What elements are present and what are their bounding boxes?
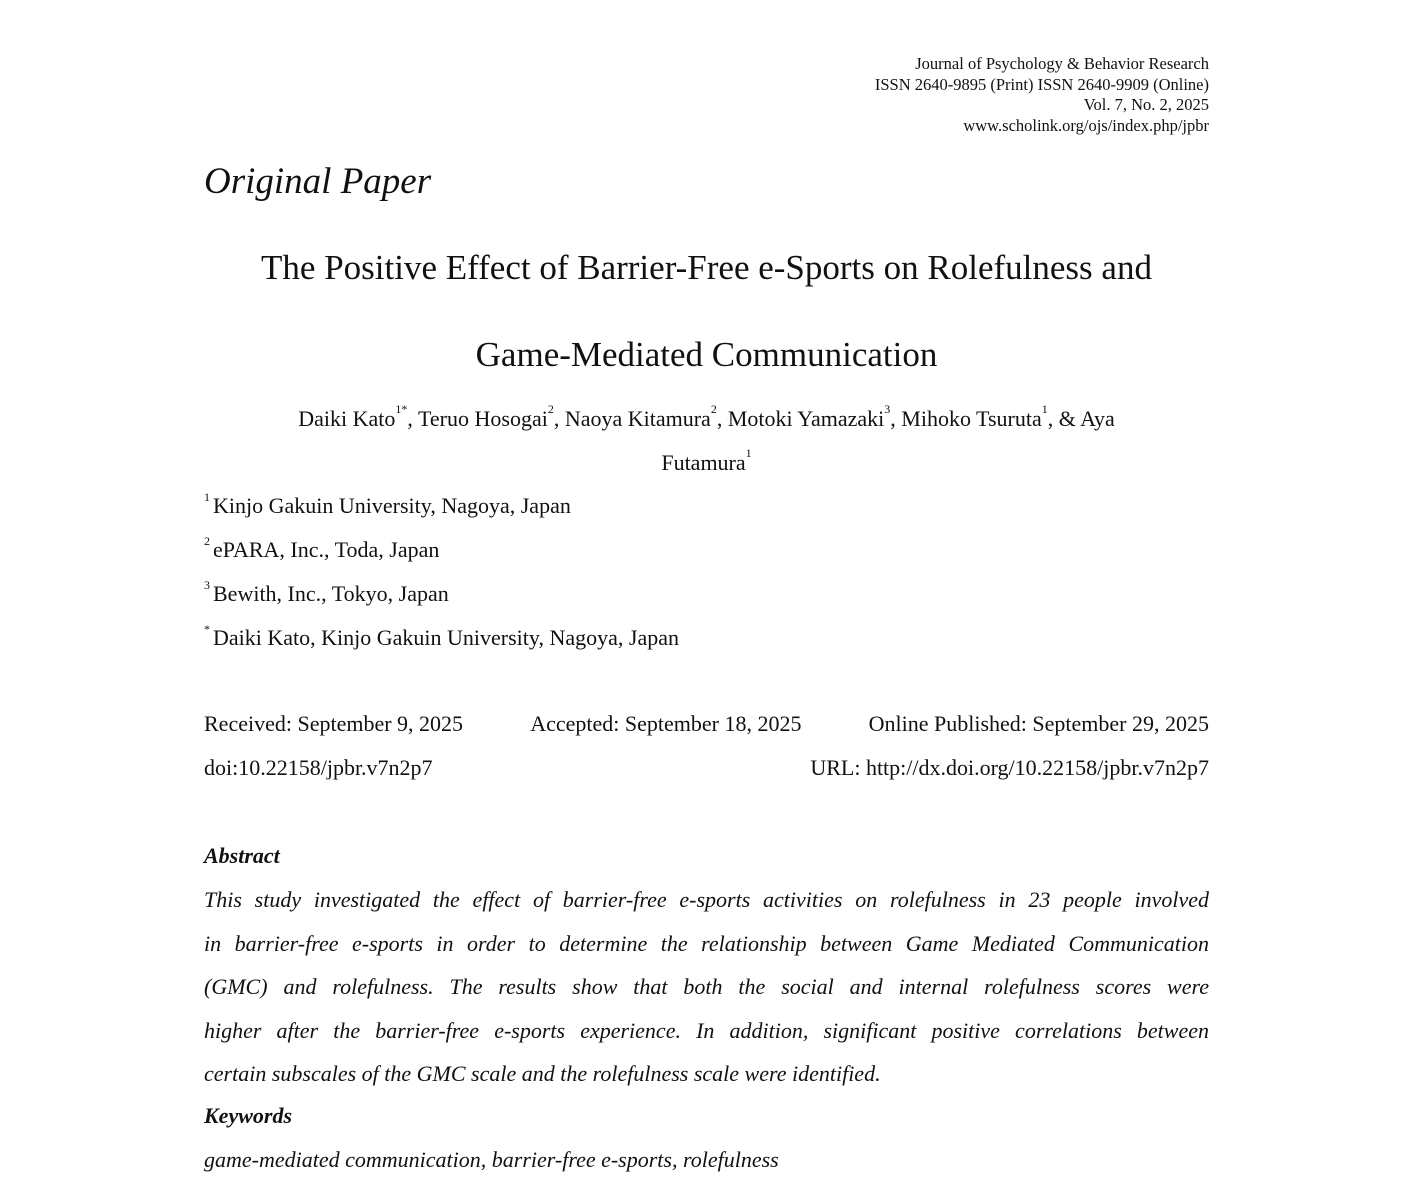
author-name: Teruo Hosogai — [418, 406, 548, 431]
author-name: Naoya Kitamura — [564, 406, 711, 431]
author-affiliation-mark: 2 — [547, 402, 554, 416]
journal-issn: ISSN 2640-9895 (Print) ISSN 2640-9909 (Online) — [874, 74, 1209, 94]
author-affiliation-mark: 1 — [745, 446, 752, 460]
doi-url-link[interactable]: URL: http://dx.doi.org/10.22158/jpbr.v7n2p7 — [810, 755, 1209, 780]
author-affiliation-mark: 3 — [884, 402, 891, 416]
author-affiliation-mark: 1* — [395, 402, 408, 416]
doi-text: doi:10.22158/jpbr.v7n2p7 — [204, 755, 433, 780]
affiliation-3 — [204, 578, 449, 607]
journal-name: Journal of Psychology & Behavior Research — [915, 54, 1209, 73]
paper-title-line-1: The Positive Effect of Barrier-Free e-Sports on Rolefulness and — [261, 248, 1152, 287]
affiliation-text: Kinjo Gakuin University, Nagoya, Japan — [213, 493, 571, 518]
affiliation-text: Bewith, Inc., Tokyo, Japan — [213, 581, 449, 606]
author-separator: , & Aya — [1047, 406, 1115, 431]
paper-type: Original Paper — [204, 161, 432, 202]
published-date: Online Published: September 29, 2025 — [868, 711, 1209, 736]
affiliation-mark: 2 — [204, 534, 210, 548]
abstract-line: (GMC) and rolefulness. The results show that both the social and internal rolefulness scores were — [204, 974, 1209, 1000]
abstract-line: certain subscales of the GMC scale and the rolefulness scale were identified. — [204, 1061, 881, 1087]
author-name: Mihoko Tsuruta — [901, 406, 1042, 431]
affiliation-text: ePARA, Inc., Toda, Japan — [213, 537, 440, 562]
affiliation-mark: * — [204, 622, 210, 636]
abstract-heading: Abstract — [204, 843, 280, 868]
author-affiliation-mark: 1 — [1041, 402, 1048, 416]
publication-dates — [204, 711, 1209, 737]
journal-volume: Vol. 7, No. 2, 2025 — [1083, 95, 1209, 114]
paper-title-line-2: Game-Mediated Communication — [475, 335, 938, 374]
author-separator: , — [553, 406, 565, 431]
corresponding-author — [204, 622, 679, 651]
author-separator: , — [407, 406, 418, 431]
abstract-line: This study investigated the effect of barrier-free e-sports activities on rolefulness in 23 people involved — [204, 887, 1209, 912]
affiliation-1 — [204, 490, 571, 519]
author-name: Futamura — [661, 450, 746, 475]
received-date: Received: September 9, 2025 — [204, 711, 464, 736]
author-separator: , — [890, 406, 902, 431]
abstract-text — [204, 885, 1209, 1103]
author-separator: , — [716, 406, 728, 431]
author-list — [204, 402, 1209, 432]
author-list-continued — [204, 446, 1209, 476]
accepted-date: Accepted: September 18, 2025 — [530, 711, 802, 736]
affiliation-2 — [204, 534, 440, 563]
keywords-text: game-mediated communication, barrier-free e-sports, rolefulness — [204, 1147, 779, 1172]
author-name: Daiki Kato — [298, 406, 396, 431]
abstract-line: in barrier-free e-sports in order to determine the relationship between Game Mediated Communication — [204, 930, 1209, 956]
affiliation-mark: 3 — [204, 578, 210, 592]
author-affiliation-mark: 2 — [710, 402, 717, 416]
affiliation-text: Daiki Kato, Kinjo Gakuin University, Nagoya, Japan — [213, 625, 679, 650]
abstract-line: higher after the barrier-free e-sports experience. In addition, significant positive correlations between — [204, 1017, 1209, 1043]
journal-header — [875, 54, 1209, 136]
keywords-heading: Keywords — [204, 1103, 292, 1128]
doi-row — [204, 755, 1209, 781]
journal-url[interactable]: www.scholink.org/ojs/index.php/jpbr — [963, 115, 1209, 135]
affiliation-mark: 1 — [204, 490, 210, 504]
author-name: Motoki Yamazaki — [727, 406, 885, 431]
